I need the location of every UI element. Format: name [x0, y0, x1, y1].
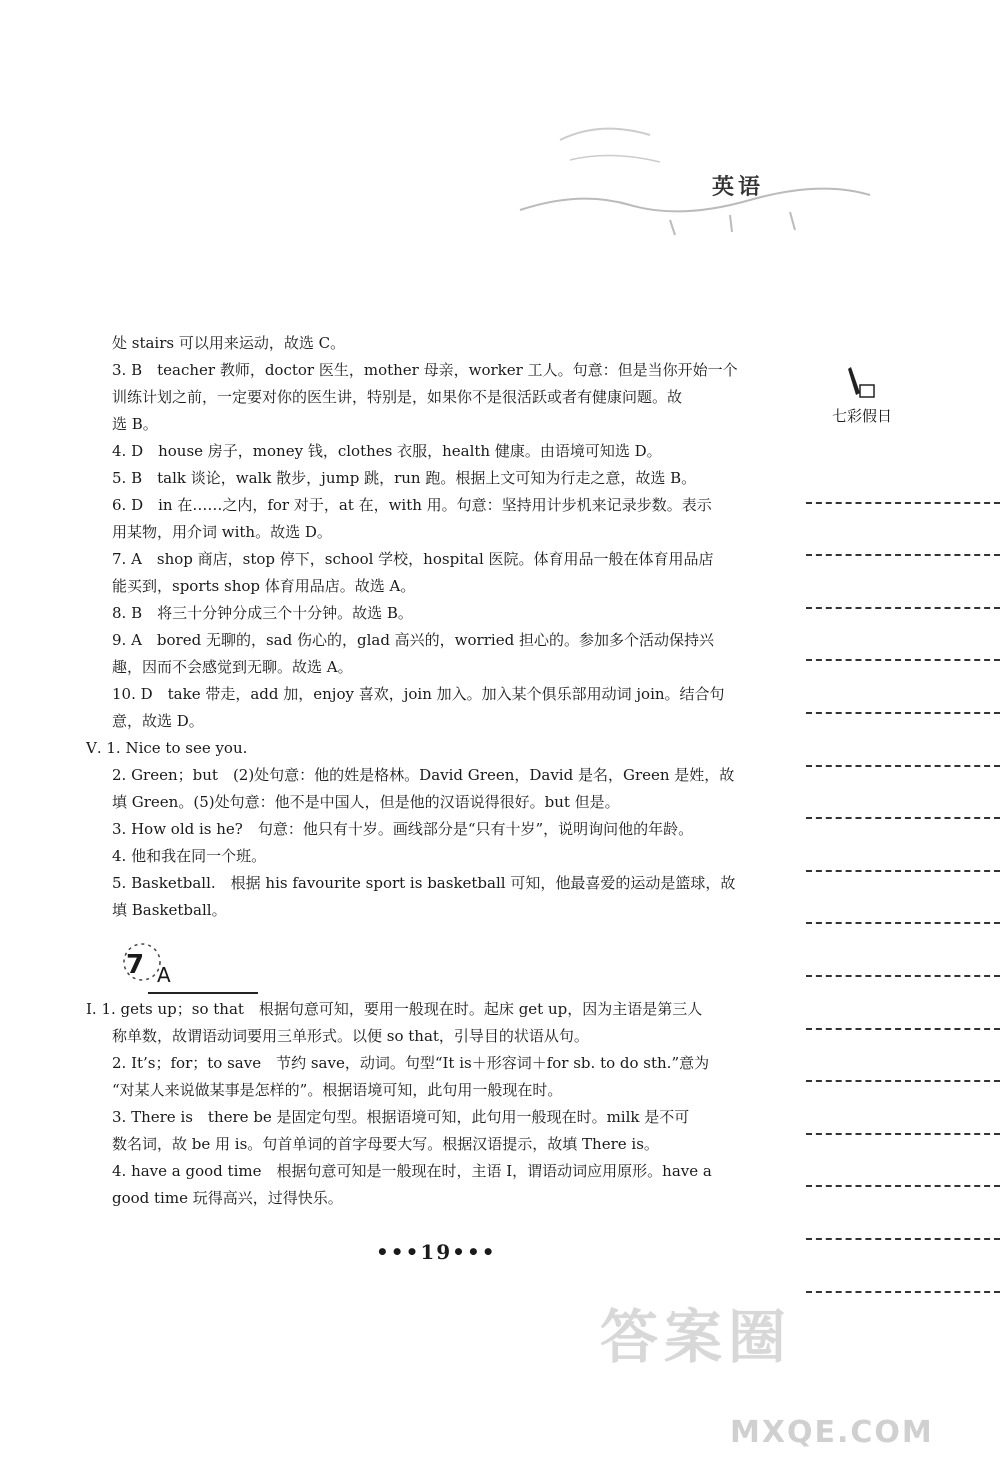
- note-line: [806, 819, 1000, 872]
- answer-line: 10. D take 带走，add 加，enjoy 喜欢，join 加入。加入某个俱乐部用动词 join。结合句: [112, 685, 725, 703]
- roman-i-line: Ⅰ. 1. gets up；so that 根据句意可知，要用一般现在时。起床 get up，因为主语是第三人: [86, 1000, 703, 1018]
- note-line: [806, 714, 1000, 767]
- answer-line: 选 B。: [112, 415, 158, 433]
- answer-line: 填 Green。(5)处句意：他不是中国人，但是他的汉语说得很好。but 但是。: [112, 793, 620, 811]
- note-line: [806, 451, 1000, 504]
- note-line: [806, 609, 1000, 662]
- note-line: [806, 977, 1000, 1030]
- note-line: [806, 1030, 1000, 1083]
- answer-line: 填 Basketball。: [112, 901, 227, 919]
- section-underline: [148, 992, 258, 994]
- subject-title: 英语: [712, 174, 765, 200]
- answer-line: 3. How old is he? 句意：他只有十岁。画线部分是“只有十岁”，说明询问他的年龄。: [112, 820, 694, 838]
- answer-line: 数名词，故 be 用 is。句首单词的首字母要大写。根据汉语提示，故填 There is。: [112, 1135, 659, 1153]
- note-line: [806, 872, 1000, 925]
- note-line: [806, 767, 1000, 820]
- answer-line: 5. Basketball. 根据 his favourite sport is basketball 可知，他最喜爱的运动是篮球，故: [112, 874, 736, 892]
- section-heading: [112, 932, 752, 992]
- answer-line: 趣，因而不会感觉到无聊。故选 A。: [112, 658, 353, 676]
- pen-icon: [846, 365, 876, 405]
- answer-line: 8. B 将三十分钟分成三个十分钟。故选 B。: [112, 604, 413, 622]
- note-lines: [806, 451, 1000, 1293]
- answer-line: 4. D house 房子，money 钱，clothes 衣服，health 健康。由语境可知选 D。: [112, 442, 662, 460]
- answer-line: 5. B talk 谈论，walk 散步，jump 跳，run 跑。根据上文可知为行走之意，故选 B。: [112, 469, 697, 487]
- part1-block: [112, 330, 752, 735]
- answer-line: 6. D in 在……之内，for 对于，at 在，with 用。句意：坚持用计步机来记录步数。表示: [112, 496, 712, 514]
- part3-block: [112, 1023, 752, 1212]
- answer-line: 训练计划之前，一定要对你的医生讲，特别是，如果你不是很活跃或者有健康问题。故: [112, 388, 683, 406]
- answer-line: 2. Green；but (2)处句意：他的姓是格林。David Green，David 是名，Green 是姓，故: [112, 766, 735, 784]
- note-line: [806, 1135, 1000, 1188]
- answer-content: [86, 330, 752, 1212]
- note-line: [806, 1187, 1000, 1240]
- roman-v-line: Ⅴ. 1. Nice to see you.: [86, 739, 248, 757]
- answer-line: good time 玩得高兴，过得快乐。: [112, 1189, 343, 1207]
- header-decoration: [500, 100, 880, 240]
- watermark-url: MXQE.COM: [730, 1415, 934, 1450]
- note-line: [806, 661, 1000, 714]
- section-number: 7: [126, 950, 145, 980]
- answer-line: 9. A bored 无聊的，sad 伤心的，glad 高兴的，worried 担心的。参加多个活动保持兴: [112, 631, 714, 649]
- answer-line: 意，故选 D。: [112, 712, 204, 730]
- sidebar-title: 七彩假日: [832, 407, 893, 425]
- note-line: [806, 1082, 1000, 1135]
- answer-line: 2. It’s；for；to save 节约 save，动词。句型“It is＋形容词＋for sb. to do sth.”意为: [112, 1054, 710, 1072]
- watermark-text: 答案圈: [600, 1303, 793, 1371]
- answer-line: 称单数，故谓语动词要用三单形式。以便 so that，引导目的状语从句。: [112, 1027, 589, 1045]
- answer-line: “对某人来说做某事是怎样的”。根据语境可知，此句用一般现在时。: [112, 1081, 563, 1099]
- answer-line: 能买到，sports shop 体育用品店。故选 A。: [112, 577, 416, 595]
- section-letter: A: [157, 963, 171, 987]
- answer-line: 4. 他和我在同一个班。: [112, 847, 267, 865]
- answer-line: 3. There is there be 是固定句型。根据语境可知，此句用一般现在时。milk 是不可: [112, 1108, 690, 1126]
- note-line: [806, 504, 1000, 557]
- answer-line: 4. have a good time 根据句意可知是一般现在时，主语 I，谓语动词应用原形。have a: [112, 1162, 712, 1180]
- answer-line: 处 stairs 可以用来运动，故选 C。: [112, 334, 346, 352]
- note-line: [806, 556, 1000, 609]
- answer-line: 3. B teacher 教师，doctor 医生，mother 母亲，worker 工人。句意：但是当你开始一个: [112, 361, 738, 379]
- page-number: •••19•••: [376, 1240, 497, 1264]
- answer-line: 用某物，用介词 with。故选 D。: [112, 523, 332, 541]
- note-line: [806, 924, 1000, 977]
- answer-line: 7. A shop 商店，stop 停下，school 学校，hospital 医院。体育用品一般在体育用品店: [112, 550, 714, 568]
- part2-block: [112, 762, 752, 924]
- note-line: [806, 1240, 1000, 1293]
